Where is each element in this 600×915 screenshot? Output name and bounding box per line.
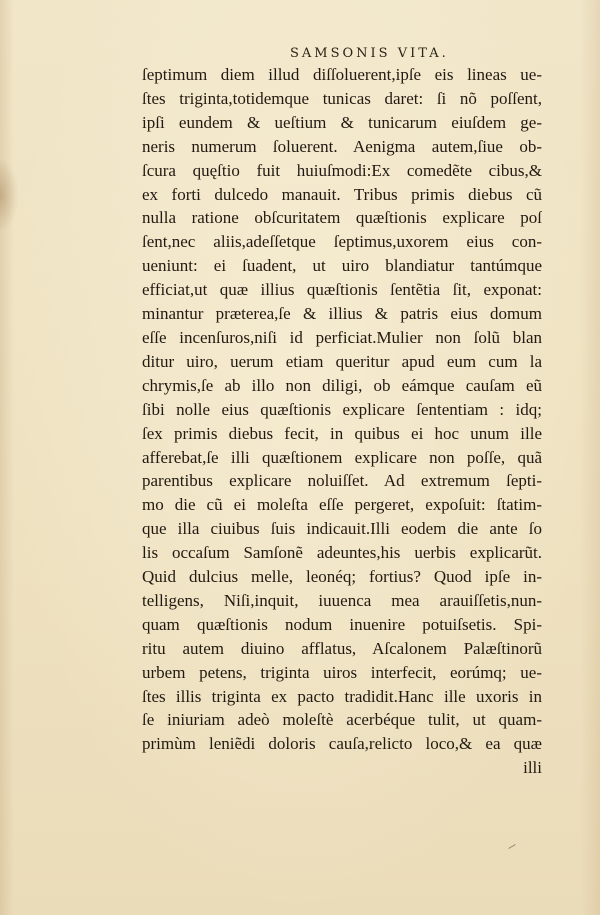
text-line: ſtes triginta,totidemque tunicas daret: ſi nõ poſſent, xyxy=(142,88,542,108)
text-line: urbem petens, triginta uiros interfecit, eorúmq; ue- xyxy=(142,662,542,682)
running-head: SAMSONIS VITA. xyxy=(290,46,449,61)
text-line: ex forti dulcedo manauit. Tribus primis diebus cũ xyxy=(142,184,542,204)
text-line: ueniunt: ei ſuadent, ut uiro blandiatur tantúmque xyxy=(142,256,542,276)
text-line: parentibus explicare noluiſſet. Ad extremum ſepti- xyxy=(142,471,542,491)
stray-mark xyxy=(508,844,515,849)
paper-stain xyxy=(0,160,18,230)
text-line: eſſe incenſuros,niſi id perficiat.Mulier non ſolũ blan xyxy=(142,327,542,347)
text-line: ſcura quęſtio fuit huiuſmodi:Ex comedẽte cibus,& xyxy=(142,160,542,180)
text-line: ſibi nolle eius quæſtionis explicare ſententiam : idq; xyxy=(142,399,542,419)
text-line: ſe iniuriam adeò moleſtè acerbéque tulit, ut quam- xyxy=(142,710,542,730)
text-line: efficiat,ut quæ illius quæſtionis ſentẽtia ſit, exponat: xyxy=(142,280,542,300)
text-line: ipſi eundem & ueſtium & tunicarum eiuſdem ge- xyxy=(142,112,542,132)
text-line: ditur uiro, uerum etiam queritur apud eum cum la xyxy=(142,351,542,371)
body-text xyxy=(142,63,542,780)
text-line: mo die cũ ei moleſta eſſe pergeret, expoſuit: ſtatim- xyxy=(142,495,542,515)
text-line: ſent,nec aliis,adeſſetque ſeptimus,uxorem eius con- xyxy=(142,232,542,252)
text-line: minantur præterea,ſe & illius & patris eius domum xyxy=(142,304,542,324)
text-line: telligens, Niſi,inquit, iuuenca mea arauiſſetis,nun- xyxy=(142,590,542,610)
text-line: afferebat,ſe illi quæſtionem explicare non poſſe, quã xyxy=(142,447,542,467)
text-line: que illa ciuibus ſuis indicauit.Illi eodem die ante ſo xyxy=(142,519,542,539)
text-line: primùm leniẽdi doloris cauſa,relicto loco,& ea quæ xyxy=(142,734,542,754)
catchword: illi xyxy=(523,758,542,778)
text-line: nulla ratione obſcuritatem quæſtionis explicare poſ xyxy=(142,208,542,228)
text-line: neris numerum ſoluerent. Aenigma autem,ſiue ob- xyxy=(142,136,542,156)
text-line: quam quæſtionis nodum inuenire potuiſsetis. Spi- xyxy=(142,614,542,634)
text-line: ſex primis diebus fecit, in quibus ei hoc unum ille xyxy=(142,423,542,443)
text-line: ſeptimum diem illud diſſoluerent,ipſe eis lineas ue- xyxy=(142,65,542,84)
text-line: Quid dulcius melle, leonéq; fortius? Quod ipſe in- xyxy=(142,567,542,587)
text-line: lis occaſum Samſonẽ adeuntes,his uerbis explicarũt. xyxy=(142,543,542,563)
text-line: ſtes illis triginta ex pacto tradidit.Hanc ille uxoris in xyxy=(142,686,542,706)
text-line: chrymis,ſe ab illo non diligi, ob eámque cauſam eũ xyxy=(142,375,542,395)
text-line: ritu autem diuino afflatus, Aſcalonem Palæſtinorũ xyxy=(142,638,542,658)
